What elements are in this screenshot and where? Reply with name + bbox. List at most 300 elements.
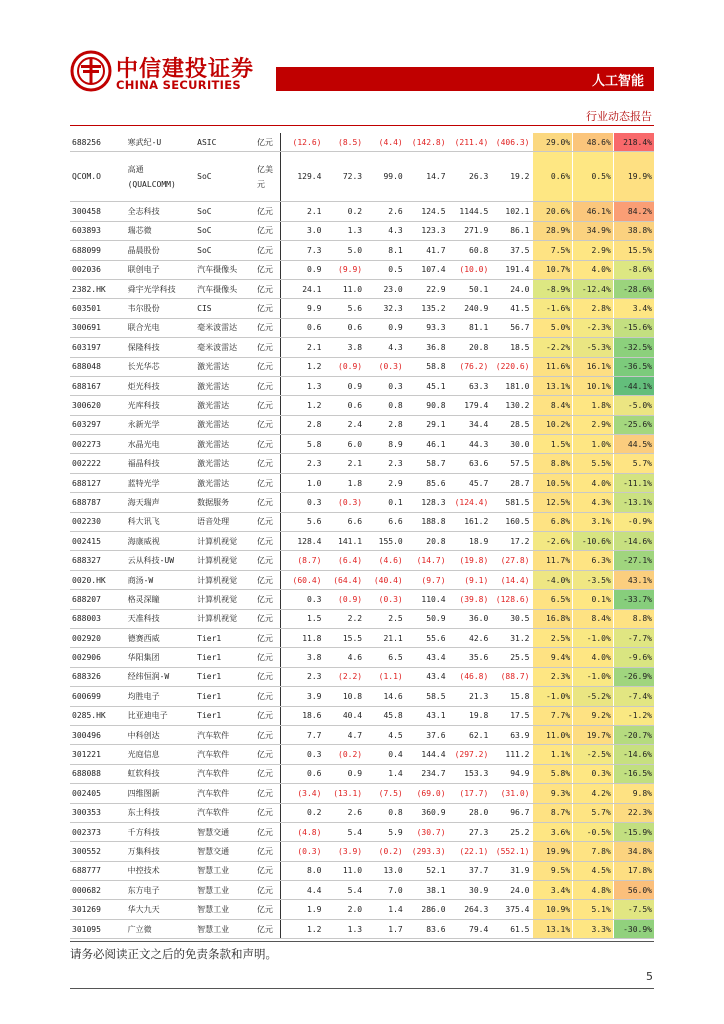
value-4: 58.7 bbox=[405, 454, 448, 473]
value-6: 56.7 bbox=[490, 318, 532, 337]
pct-1: 2.5% bbox=[532, 628, 573, 647]
table-row bbox=[70, 318, 654, 337]
value-3: 0.5 bbox=[364, 260, 405, 279]
category: Tier1 bbox=[195, 648, 255, 667]
value-5: 44.3 bbox=[448, 435, 491, 454]
value-5: 79.4 bbox=[448, 919, 491, 938]
company-name: 德赛西威 bbox=[126, 628, 196, 647]
category: 汽车软件 bbox=[195, 803, 255, 822]
table-row bbox=[70, 221, 654, 240]
pct-2: 2.9% bbox=[573, 415, 614, 434]
stock-code: 0020.HK bbox=[70, 570, 126, 589]
value-6: 18.5 bbox=[490, 338, 532, 357]
company-name: 晶晨股份 bbox=[126, 241, 196, 260]
pct-1: 8.7% bbox=[532, 803, 573, 822]
value-3: (0.2) bbox=[364, 842, 405, 861]
company-name: 联合光电 bbox=[126, 318, 196, 337]
pct-1: 13.1% bbox=[532, 919, 573, 938]
value-1: 0.3 bbox=[281, 745, 324, 764]
pct-3: -15.6% bbox=[613, 318, 654, 337]
pct-3: 19.9% bbox=[613, 152, 654, 202]
footer-divider bbox=[70, 941, 654, 942]
company-name: 海天瑞声 bbox=[126, 493, 196, 512]
unit: 亿元 bbox=[255, 551, 281, 570]
pct-2: 3.3% bbox=[573, 919, 614, 938]
pct-3: 15.5% bbox=[613, 241, 654, 260]
category: 语音处理 bbox=[195, 512, 255, 531]
company-name: 福晶科技 bbox=[126, 454, 196, 473]
pct-1: -2.6% bbox=[532, 532, 573, 551]
value-6: 17.5 bbox=[490, 706, 532, 725]
category: 计算机视觉 bbox=[195, 590, 255, 609]
valuation-table bbox=[70, 133, 654, 939]
value-6: 160.5 bbox=[490, 512, 532, 531]
pct-3: -15.9% bbox=[613, 822, 654, 841]
value-3: 155.0 bbox=[364, 532, 405, 551]
company-name: 云从科技-UW bbox=[126, 551, 196, 570]
value-6: (406.3) bbox=[490, 133, 532, 152]
value-2: 11.0 bbox=[323, 861, 364, 880]
table-row bbox=[70, 919, 654, 938]
pct-2: 5.7% bbox=[573, 803, 614, 822]
value-4: 20.8 bbox=[405, 532, 448, 551]
stock-code: 002222 bbox=[70, 454, 126, 473]
unit: 亿元 bbox=[255, 919, 281, 938]
value-4: 14.7 bbox=[405, 152, 448, 202]
table-row bbox=[70, 628, 654, 647]
pct-1: 7.5% bbox=[532, 241, 573, 260]
unit: 亿元 bbox=[255, 881, 281, 900]
value-3: (0.3) bbox=[364, 590, 405, 609]
pct-3: 8.8% bbox=[613, 609, 654, 628]
pct-2: 34.9% bbox=[573, 221, 614, 240]
value-1: 2.3 bbox=[281, 667, 324, 686]
company-name: 中科创达 bbox=[126, 725, 196, 744]
pct-3: 22.3% bbox=[613, 803, 654, 822]
value-5: 20.8 bbox=[448, 338, 491, 357]
category: 计算机视觉 bbox=[195, 551, 255, 570]
value-5: 28.0 bbox=[448, 803, 491, 822]
value-3: 2.6 bbox=[364, 202, 405, 221]
disclaimer-text: 请务必阅读正文之后的免责条款和声明。 bbox=[70, 947, 277, 961]
value-3: (7.5) bbox=[364, 784, 405, 803]
stock-code: 002920 bbox=[70, 628, 126, 647]
company-name: 四维图新 bbox=[126, 784, 196, 803]
company-name: 永新光学 bbox=[126, 415, 196, 434]
value-3: 1.4 bbox=[364, 764, 405, 783]
category: SoC bbox=[195, 202, 255, 221]
value-4: 83.6 bbox=[405, 919, 448, 938]
pct-2: 46.1% bbox=[573, 202, 614, 221]
value-5: 30.9 bbox=[448, 881, 491, 900]
pct-1: 0.6% bbox=[532, 152, 573, 202]
pct-3: -30.9% bbox=[613, 919, 654, 938]
stock-code: 603297 bbox=[70, 415, 126, 434]
value-4: 124.5 bbox=[405, 202, 448, 221]
pct-3: -7.5% bbox=[613, 900, 654, 919]
pct-1: 8.4% bbox=[532, 396, 573, 415]
value-3: (4.4) bbox=[364, 133, 405, 152]
category: Tier1 bbox=[195, 667, 255, 686]
value-1: 129.4 bbox=[281, 152, 324, 202]
pct-3: 56.0% bbox=[613, 881, 654, 900]
value-6: 375.4 bbox=[490, 900, 532, 919]
value-4: 90.8 bbox=[405, 396, 448, 415]
value-4: 46.1 bbox=[405, 435, 448, 454]
stock-code: 002230 bbox=[70, 512, 126, 531]
value-4: 85.6 bbox=[405, 473, 448, 492]
value-4: 128.3 bbox=[405, 493, 448, 512]
pct-3: -7.4% bbox=[613, 687, 654, 706]
stock-code: 688256 bbox=[70, 133, 126, 152]
table-row bbox=[70, 152, 654, 202]
value-2: 40.4 bbox=[323, 706, 364, 725]
table-row bbox=[70, 473, 654, 492]
value-1: 2.8 bbox=[281, 415, 324, 434]
table-row bbox=[70, 745, 654, 764]
value-1: 1.3 bbox=[281, 376, 324, 395]
pct-2: -12.4% bbox=[573, 279, 614, 298]
value-6: 19.2 bbox=[490, 152, 532, 202]
pct-2: 8.4% bbox=[573, 609, 614, 628]
page-header bbox=[0, 0, 724, 130]
value-1: 5.6 bbox=[281, 512, 324, 531]
table-row bbox=[70, 861, 654, 880]
table-row bbox=[70, 435, 654, 454]
table-row bbox=[70, 725, 654, 744]
company-name: 均胜电子 bbox=[126, 687, 196, 706]
pct-3: -13.1% bbox=[613, 493, 654, 512]
value-6: 111.2 bbox=[490, 745, 532, 764]
value-5: 18.9 bbox=[448, 532, 491, 551]
pct-2: 16.1% bbox=[573, 357, 614, 376]
value-3: 2.8 bbox=[364, 415, 405, 434]
pct-3: 34.8% bbox=[613, 842, 654, 861]
value-1: (60.4) bbox=[281, 570, 324, 589]
value-1: 1.0 bbox=[281, 473, 324, 492]
value-1: 1.2 bbox=[281, 357, 324, 376]
table-row bbox=[70, 133, 654, 152]
unit: 亿元 bbox=[255, 221, 281, 240]
category: 计算机视觉 bbox=[195, 570, 255, 589]
value-3: 1.7 bbox=[364, 919, 405, 938]
value-2: (64.4) bbox=[323, 570, 364, 589]
value-1: 0.6 bbox=[281, 318, 324, 337]
unit: 亿元 bbox=[255, 687, 281, 706]
value-6: 581.5 bbox=[490, 493, 532, 512]
company-name: 炬光科技 bbox=[126, 376, 196, 395]
value-6: (128.6) bbox=[490, 590, 532, 609]
table-row bbox=[70, 512, 654, 531]
value-3: 2.9 bbox=[364, 473, 405, 492]
value-3: 1.4 bbox=[364, 900, 405, 919]
pct-3: -33.7% bbox=[613, 590, 654, 609]
value-5: (211.4) bbox=[448, 133, 491, 152]
category: 激光雷达 bbox=[195, 415, 255, 434]
value-2: 0.6 bbox=[323, 318, 364, 337]
stock-code: 000682 bbox=[70, 881, 126, 900]
table-row bbox=[70, 764, 654, 783]
pct-1: 10.7% bbox=[532, 260, 573, 279]
pct-3: 218.4% bbox=[613, 133, 654, 152]
table-row bbox=[70, 570, 654, 589]
table-row bbox=[70, 784, 654, 803]
pct-3: -25.6% bbox=[613, 415, 654, 434]
value-6: 24.0 bbox=[490, 279, 532, 298]
value-6: 102.1 bbox=[490, 202, 532, 221]
stock-code: 688048 bbox=[70, 357, 126, 376]
category: 激光雷达 bbox=[195, 473, 255, 492]
pct-3: -9.6% bbox=[613, 648, 654, 667]
pct-2: 1.8% bbox=[573, 396, 614, 415]
header-divider bbox=[70, 125, 654, 126]
pct-3: 43.1% bbox=[613, 570, 654, 589]
stock-code: 603501 bbox=[70, 299, 126, 318]
value-5: (124.4) bbox=[448, 493, 491, 512]
pct-3: -27.1% bbox=[613, 551, 654, 570]
pct-2: 5.5% bbox=[573, 454, 614, 473]
pct-1: 9.3% bbox=[532, 784, 573, 803]
value-6: (88.7) bbox=[490, 667, 532, 686]
category: CIS bbox=[195, 299, 255, 318]
category: 毫米波雷达 bbox=[195, 318, 255, 337]
stock-code: 301095 bbox=[70, 919, 126, 938]
category: 激光雷达 bbox=[195, 435, 255, 454]
value-4: 41.7 bbox=[405, 241, 448, 260]
pct-3: -14.6% bbox=[613, 745, 654, 764]
value-1: 3.8 bbox=[281, 648, 324, 667]
pct-1: 9.4% bbox=[532, 648, 573, 667]
value-3: 2.5 bbox=[364, 609, 405, 628]
table-row bbox=[70, 532, 654, 551]
value-1: 3.0 bbox=[281, 221, 324, 240]
value-1: 0.3 bbox=[281, 590, 324, 609]
value-5: (22.1) bbox=[448, 842, 491, 861]
value-5: 179.4 bbox=[448, 396, 491, 415]
pct-2: 4.0% bbox=[573, 648, 614, 667]
stock-code: 688787 bbox=[70, 493, 126, 512]
company-name: 经纬恒润-W bbox=[126, 667, 196, 686]
stock-code: 002273 bbox=[70, 435, 126, 454]
table-row bbox=[70, 241, 654, 260]
pct-1: 8.8% bbox=[532, 454, 573, 473]
value-6: (27.8) bbox=[490, 551, 532, 570]
value-4: (69.0) bbox=[405, 784, 448, 803]
pct-3: -14.6% bbox=[613, 532, 654, 551]
pct-3: -11.1% bbox=[613, 473, 654, 492]
stock-code: 002906 bbox=[70, 648, 126, 667]
value-2: 0.2 bbox=[323, 202, 364, 221]
pct-3: 44.5% bbox=[613, 435, 654, 454]
unit: 亿元 bbox=[255, 415, 281, 434]
pct-2: 0.1% bbox=[573, 590, 614, 609]
pct-2: 4.0% bbox=[573, 473, 614, 492]
pct-2: -5.2% bbox=[573, 687, 614, 706]
company-name: 华阳集团 bbox=[126, 648, 196, 667]
value-4: 37.6 bbox=[405, 725, 448, 744]
unit: 亿元 bbox=[255, 318, 281, 337]
value-6: 63.9 bbox=[490, 725, 532, 744]
category: 计算机视觉 bbox=[195, 532, 255, 551]
unit: 亿元 bbox=[255, 532, 281, 551]
value-1: (8.7) bbox=[281, 551, 324, 570]
value-6: 191.4 bbox=[490, 260, 532, 279]
value-5: 62.1 bbox=[448, 725, 491, 744]
stock-code: 600699 bbox=[70, 687, 126, 706]
category: 智慧工业 bbox=[195, 861, 255, 880]
company-name: 寒武纪-U bbox=[126, 133, 196, 152]
table-row bbox=[70, 202, 654, 221]
value-6: 130.2 bbox=[490, 396, 532, 415]
pct-1: 12.5% bbox=[532, 493, 573, 512]
value-1: 18.6 bbox=[281, 706, 324, 725]
page-number: 5 bbox=[646, 970, 653, 983]
pct-3: -36.5% bbox=[613, 357, 654, 376]
pct-3: -8.6% bbox=[613, 260, 654, 279]
pct-1: 11.7% bbox=[532, 551, 573, 570]
table-row bbox=[70, 687, 654, 706]
value-6: 25.2 bbox=[490, 822, 532, 841]
company-name: 商汤-W bbox=[126, 570, 196, 589]
stock-code: 300458 bbox=[70, 202, 126, 221]
pct-3: 3.4% bbox=[613, 299, 654, 318]
value-2: 0.6 bbox=[323, 396, 364, 415]
value-1: 128.4 bbox=[281, 532, 324, 551]
value-4: 135.2 bbox=[405, 299, 448, 318]
value-4: 360.9 bbox=[405, 803, 448, 822]
category: 激光雷达 bbox=[195, 357, 255, 376]
value-2: 4.6 bbox=[323, 648, 364, 667]
value-3: 6.5 bbox=[364, 648, 405, 667]
stock-code: 002373 bbox=[70, 822, 126, 841]
company-name: 韦尔股份 bbox=[126, 299, 196, 318]
category: 毫米波雷达 bbox=[195, 338, 255, 357]
pct-1: 20.6% bbox=[532, 202, 573, 221]
value-1: 0.3 bbox=[281, 493, 324, 512]
value-1: 11.8 bbox=[281, 628, 324, 647]
company-name: 光库科技 bbox=[126, 396, 196, 415]
pct-3: -20.7% bbox=[613, 725, 654, 744]
value-6: (31.0) bbox=[490, 784, 532, 803]
value-2: 3.8 bbox=[323, 338, 364, 357]
value-3: 8.9 bbox=[364, 435, 405, 454]
pct-2: 4.3% bbox=[573, 493, 614, 512]
category: 汽车软件 bbox=[195, 745, 255, 764]
value-3: 5.9 bbox=[364, 822, 405, 841]
pct-3: 9.8% bbox=[613, 784, 654, 803]
value-6: 15.8 bbox=[490, 687, 532, 706]
stock-code: 688326 bbox=[70, 667, 126, 686]
category: 智慧交通 bbox=[195, 822, 255, 841]
pct-2: -3.5% bbox=[573, 570, 614, 589]
value-5: 19.8 bbox=[448, 706, 491, 725]
company-name: 东方电子 bbox=[126, 881, 196, 900]
category: 智慧工业 bbox=[195, 900, 255, 919]
value-4: 43.4 bbox=[405, 648, 448, 667]
value-2: 2.6 bbox=[323, 803, 364, 822]
pct-1: 10.5% bbox=[532, 473, 573, 492]
pct-2: 4.8% bbox=[573, 881, 614, 900]
value-2: 2.4 bbox=[323, 415, 364, 434]
unit: 亿元 bbox=[255, 706, 281, 725]
pct-2: 5.1% bbox=[573, 900, 614, 919]
pct-1: 11.6% bbox=[532, 357, 573, 376]
pct-2: 7.8% bbox=[573, 842, 614, 861]
company-name: 万集科技 bbox=[126, 842, 196, 861]
category: SoC bbox=[195, 241, 255, 260]
pct-1: 6.5% bbox=[532, 590, 573, 609]
value-6: 25.5 bbox=[490, 648, 532, 667]
value-6: 37.5 bbox=[490, 241, 532, 260]
value-1: 9.9 bbox=[281, 299, 324, 318]
pct-1: 3.4% bbox=[532, 881, 573, 900]
value-5: (46.8) bbox=[448, 667, 491, 686]
category: 激光雷达 bbox=[195, 396, 255, 415]
pct-2: 9.2% bbox=[573, 706, 614, 725]
table-row bbox=[70, 842, 654, 861]
table-row bbox=[70, 667, 654, 686]
pct-2: 19.7% bbox=[573, 725, 614, 744]
category: SoC bbox=[195, 152, 255, 202]
value-3: 0.8 bbox=[364, 396, 405, 415]
value-3: 13.0 bbox=[364, 861, 405, 880]
value-4: (9.7) bbox=[405, 570, 448, 589]
company-name: 水晶光电 bbox=[126, 435, 196, 454]
value-5: 36.0 bbox=[448, 609, 491, 628]
value-6: 24.0 bbox=[490, 881, 532, 900]
value-1: (3.4) bbox=[281, 784, 324, 803]
value-1: (0.3) bbox=[281, 842, 324, 861]
value-3: 0.9 bbox=[364, 318, 405, 337]
pct-1: 5.0% bbox=[532, 318, 573, 337]
value-4: (142.8) bbox=[405, 133, 448, 152]
pct-2: -2.3% bbox=[573, 318, 614, 337]
value-4: 110.4 bbox=[405, 590, 448, 609]
unit: 亿元 bbox=[255, 764, 281, 783]
table-row bbox=[70, 706, 654, 725]
value-6: 28.5 bbox=[490, 415, 532, 434]
unit: 亿元 bbox=[255, 570, 281, 589]
pct-1: 10.9% bbox=[532, 900, 573, 919]
value-1: 2.1 bbox=[281, 202, 324, 221]
brand-name-en: CHINA SECURITIES bbox=[116, 78, 241, 92]
value-2: 2.1 bbox=[323, 454, 364, 473]
unit: 亿元 bbox=[255, 357, 281, 376]
pct-2: -5.3% bbox=[573, 338, 614, 357]
value-3: (1.1) bbox=[364, 667, 405, 686]
stock-code: 300691 bbox=[70, 318, 126, 337]
company-name: 千方科技 bbox=[126, 822, 196, 841]
pct-3: -16.5% bbox=[613, 764, 654, 783]
category: 智慧交通 bbox=[195, 842, 255, 861]
value-1: 0.6 bbox=[281, 764, 324, 783]
category: SoC bbox=[195, 221, 255, 240]
pct-2: 0.5% bbox=[573, 152, 614, 202]
value-5: (19.8) bbox=[448, 551, 491, 570]
table-row bbox=[70, 648, 654, 667]
pct-2: 48.6% bbox=[573, 133, 614, 152]
value-5: 1144.5 bbox=[448, 202, 491, 221]
table-row bbox=[70, 376, 654, 395]
pct-3: 17.8% bbox=[613, 861, 654, 880]
value-5: 27.3 bbox=[448, 822, 491, 841]
stock-code: 688127 bbox=[70, 473, 126, 492]
stock-code: 688167 bbox=[70, 376, 126, 395]
value-2: 0.9 bbox=[323, 376, 364, 395]
value-6: 30.0 bbox=[490, 435, 532, 454]
pct-1: 11.0% bbox=[532, 725, 573, 744]
value-3: 8.1 bbox=[364, 241, 405, 260]
